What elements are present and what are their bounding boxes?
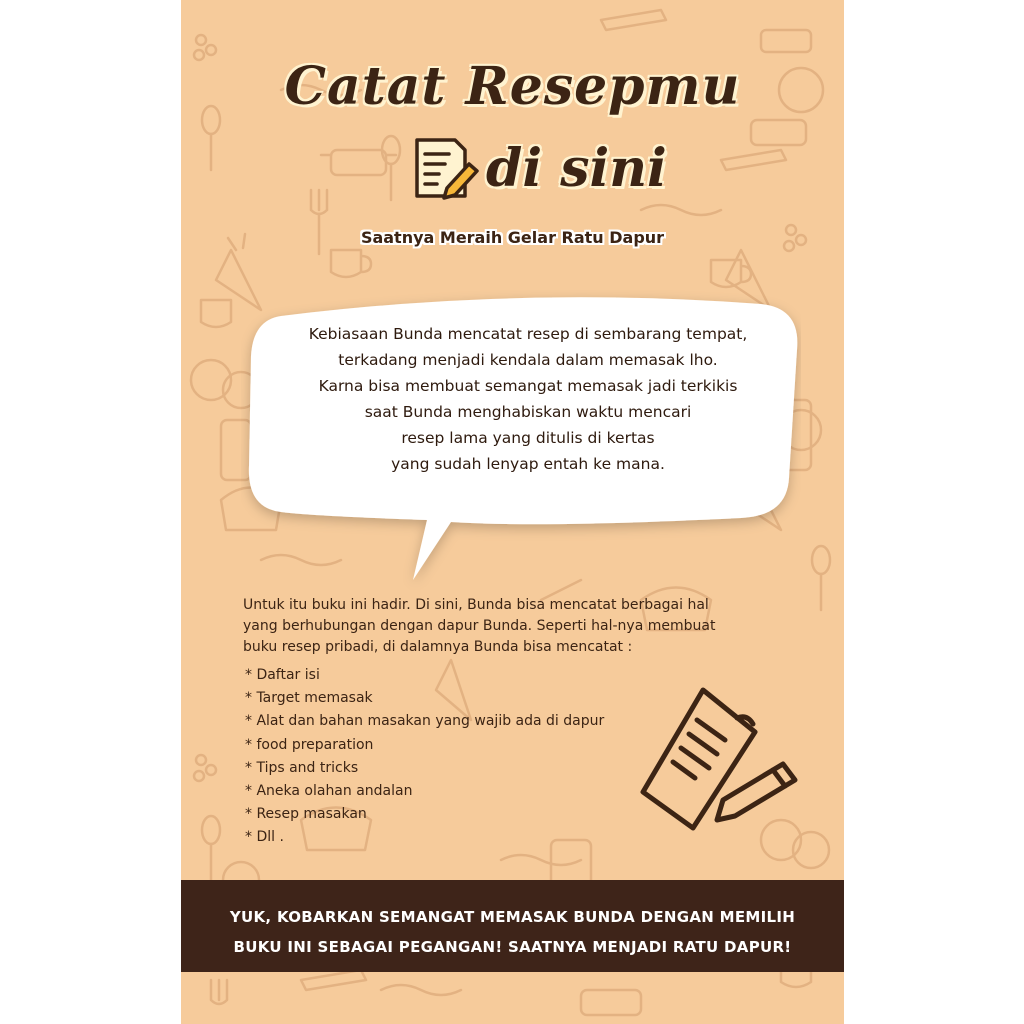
intro-line: Untuk itu buku ini hadir. Di sini, Bunda bisa mencatat berbagai hal [243, 597, 709, 613]
banner-line: BUKU INI SEBAGAI PEGANGAN! SAATNYA MENJADI RATU DAPUR! [233, 938, 792, 956]
list-item: * Aneka olahan andalan [245, 782, 413, 799]
title-line2-group [411, 130, 711, 210]
list-item: * Target memasak [245, 690, 373, 707]
bubble-line: yang sudah lenyap entah ke mana. [391, 455, 665, 473]
bubble-line: Karna bisa membuat semangat memasak jadi terkikis [318, 377, 738, 395]
subtitle: Saatnya Meraih Gelar Ratu Dapur [360, 228, 665, 247]
bubble-line: resep lama yang ditulis di kertas [401, 429, 655, 447]
title-line1: Catat Resepmu [284, 56, 741, 117]
list-item: * Resep masakan [245, 806, 367, 823]
bubble-text [263, 321, 793, 477]
bubble-line: Kebiasaan Bunda mencatat resep di sembarang tempat, [308, 325, 748, 343]
intro-paragraph [243, 595, 803, 658]
list-item: * Alat dan bahan masakan yang wajib ada di dapur [245, 713, 605, 730]
feature-list [245, 664, 604, 850]
list-item: * food preparation [245, 736, 374, 753]
list-item: * Dll . [245, 829, 284, 846]
intro-line: yang berhubungan dengan dapur Bunda. Seperti hal-nya membuat [243, 618, 716, 634]
list-item: * Tips and tricks [245, 759, 359, 776]
bubble-line: saat Bunda menghabiskan waktu mencari [364, 403, 692, 421]
banner-line: YUK, KOBARKAN SEMANGAT MEMASAK BUNDA DENGAN MEMILIH [229, 908, 796, 926]
title-line2: di sini [486, 138, 667, 199]
intro-line: buku resep pribadi, di dalamnya Bunda bisa mencatat : [243, 639, 633, 655]
recipe-book-cover [181, 0, 844, 1024]
list-item: * Daftar isi [245, 667, 320, 683]
note-with-pencil-icon [633, 680, 803, 840]
note-with-pencil-icon [411, 132, 481, 204]
banner-text [181, 902, 844, 962]
bubble-line: terkadang menjadi kendala dalam memasak lho. [338, 351, 718, 369]
